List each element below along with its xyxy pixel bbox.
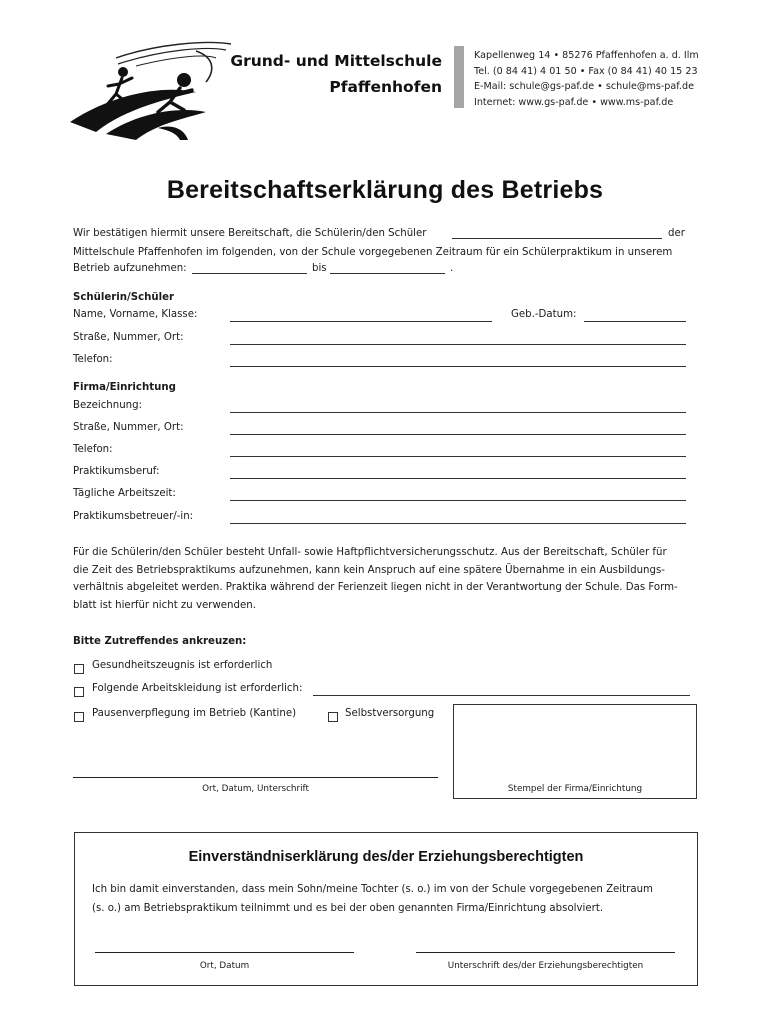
company-street-field[interactable]: [230, 434, 686, 435]
student-dob-field[interactable]: [584, 321, 686, 322]
header-divider-bar: [454, 46, 464, 108]
student-name-field[interactable]: [230, 321, 492, 322]
guardian-consent-line-2: (s. o.) am Betriebspraktikum teilnimmt und es bei der oben genannten Firma/Einrichtung absolviert.: [92, 903, 604, 914]
company-phone-field[interactable]: [230, 456, 686, 457]
checkbox-self-catering-label: Selbstversorgung: [345, 708, 435, 719]
insurance-paragraph: [73, 544, 693, 614]
checkbox-canteen[interactable]: [74, 709, 84, 727]
guardian-place-date-caption: Ort, Datum: [199, 961, 250, 971]
company-stamp-caption: Stempel der Firma/Einrichtung: [507, 784, 643, 794]
internship-profession-label: Praktikumsberuf:: [73, 466, 160, 477]
company-phone-label: Telefon:: [73, 444, 113, 455]
guardian-signature-line[interactable]: [416, 952, 675, 953]
work-clothing-field[interactable]: [313, 695, 690, 696]
company-name-field[interactable]: [230, 412, 686, 413]
student-street-label: Straße, Nummer, Ort:: [73, 332, 184, 343]
supervisor-field[interactable]: [230, 523, 686, 524]
company-street-label: Straße, Nummer, Ort:: [73, 422, 184, 433]
student-name-fill-line[interactable]: [452, 238, 662, 239]
guardian-consent-title: Einverständniserklärung des/der Erziehungsberechtigten: [188, 849, 584, 865]
guardian-consent-line-1: Ich bin damit einverstanden, dass mein Sohn/meine Tochter (s. o.) im von der Schule vorgegebenen Zeitraum: [92, 884, 653, 895]
student-phone-label: Telefon:: [73, 354, 113, 365]
period-end-fill-line[interactable]: [330, 273, 445, 274]
page-title: Bereitschaftserklärung des Betriebs: [166, 176, 604, 204]
intro-text-1a: Wir bestätigen hiermit unsere Bereitschaft, die Schülerin/den Schüler: [73, 228, 427, 239]
checkbox-canteen-label: Pausenverpflegung im Betrieb (Kantine): [92, 708, 297, 719]
daily-hours-label: Tägliche Arbeitszeit:: [73, 488, 176, 499]
checkbox-work-clothing-box[interactable]: [74, 687, 84, 697]
insurance-line-3: verhältnis abgeleitet werden. Praktika während der Ferienzeit liegen nicht in der Verantwortung der Schule. Das Form-: [73, 582, 678, 593]
school-contact-block: [474, 48, 699, 111]
internship-profession-field[interactable]: [230, 478, 686, 479]
daily-hours-field[interactable]: [230, 500, 686, 501]
checkbox-health-certificate[interactable]: [74, 661, 84, 679]
student-dob-label: Geb.-Datum:: [511, 309, 577, 320]
checkbox-canteen-box[interactable]: [74, 712, 84, 722]
checkbox-health-certificate-box[interactable]: [74, 664, 84, 674]
contact-website: Internet: www.gs-paf.de • www.ms-paf.de: [474, 97, 674, 109]
contact-phone-fax: Tel. (0 84 41) 4 01 50 • Fax (0 84 41) 40 15 23: [474, 65, 698, 77]
insurance-line-2: die Zeit des Betriebspraktikums aufzunehmen, kann kein Anspruch auf eine spätere Übernahme in ein Ausbildungs-: [73, 564, 665, 576]
student-name-label: Name, Vorname, Klasse:: [73, 309, 198, 320]
intro-text-1b: der: [668, 228, 685, 239]
guardian-signature-caption: Unterschrift des/der Erziehungsberechtigten: [447, 961, 644, 971]
checkbox-self-catering-box[interactable]: [328, 712, 338, 722]
company-name-label: Bezeichnung:: [73, 400, 143, 411]
company-signature-line[interactable]: [73, 777, 438, 778]
checklist-heading: Bitte Zutreffendes ankreuzen:: [73, 636, 247, 647]
checkbox-health-certificate-label: Gesundheitszeugnis ist erforderlich: [92, 660, 273, 671]
school-name-line1: Grund- und Mittelschule: [230, 52, 442, 70]
intro-line-2: Mittelschule Pfaffenhofen im folgenden, von der Schule vorgegebenen Zeitraum für ein Schülerpraktikum in unserem: [73, 247, 673, 258]
checkbox-work-clothing-label: Folgende Arbeitskleidung ist erforderlich:: [92, 683, 303, 694]
school-name-line2: Pfaffenhofen: [329, 78, 442, 96]
student-street-field[interactable]: [230, 344, 686, 345]
company-section-heading: Firma/Einrichtung: [73, 382, 176, 393]
checkbox-self-catering[interactable]: [328, 709, 338, 727]
supervisor-label: Praktikumsbetreuer/-in:: [73, 511, 194, 522]
intro-line-1: [73, 224, 693, 243]
guardian-place-date-line[interactable]: [95, 952, 354, 953]
student-section-heading: Schülerin/Schüler: [73, 292, 175, 303]
company-signature-caption: Ort, Datum, Unterschrift: [202, 784, 309, 794]
intro-text-3a: Betrieb aufzunehmen:: [73, 263, 187, 274]
student-phone-field[interactable]: [230, 366, 686, 367]
insurance-line-1: Für die Schülerin/den Schüler besteht Unfall- sowie Haftpflichtversicherungsschutz. Aus der Bereitschaft, Schüler für: [73, 547, 667, 558]
period-start-fill-line[interactable]: [192, 273, 307, 274]
contact-address: Kapellenweg 14 • 85276 Pfaffenhofen a. d. Ilm: [474, 50, 699, 61]
checkbox-work-clothing[interactable]: [74, 684, 84, 702]
intro-text-3b: bis: [312, 263, 327, 274]
intro-text-3c: .: [450, 263, 454, 274]
contact-email: E-Mail: schule@gs-paf.de • schule@ms-paf.de: [474, 81, 694, 93]
school-name: [200, 48, 442, 100]
insurance-line-4: blatt ist hierfür nicht zu verwenden.: [73, 599, 256, 611]
